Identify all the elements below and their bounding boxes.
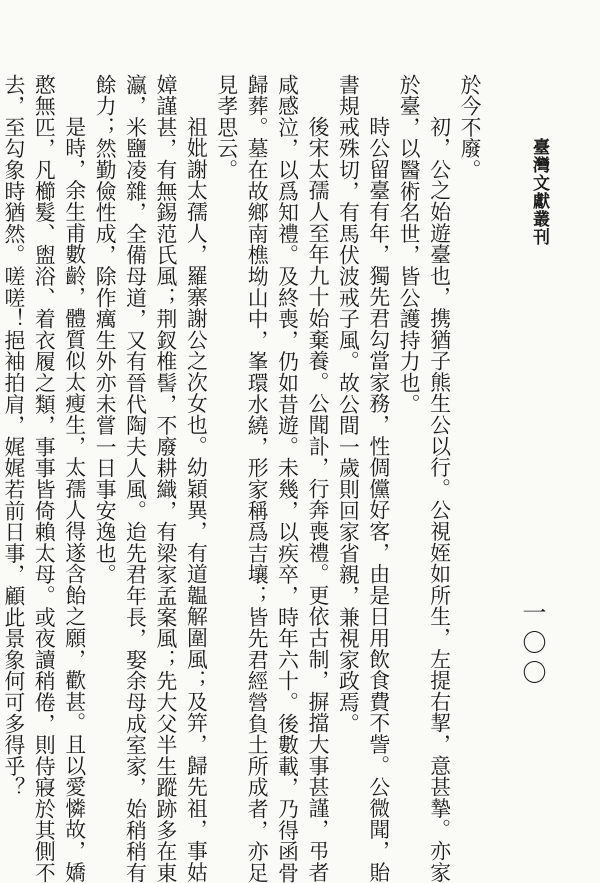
text-column: 咸感泣，以爲知禮。及終喪，仍如昔遊。未幾，以疾卒，時年六十。後數載，乃得函骨 bbox=[274, 74, 299, 883]
body-text bbox=[0, 74, 484, 883]
text-column: 瀛，米鹽凌雜，全備母道，又有晉代陶夫人風。迨先君年長，娶余母成室家，始稍稍有 bbox=[122, 74, 147, 883]
text-column: 祖妣謝太孺人，羅寨謝公之次女也。幼穎異，有道韞解圍風；及笄，歸先祖，事姑 bbox=[183, 115, 208, 883]
text-column: 去，至勾象時猶然。嗟嗟！挹袖拍肩，娓娓若前日事，顧此景象何可多得乎？ bbox=[0, 74, 25, 799]
running-header: 臺灣文獻叢刊 bbox=[529, 138, 549, 246]
text-column: 憨無匹，凡櫛髮、盥浴、着衣履之類，事事皆倚賴太母。或夜讀稍倦，則侍寢於其側不 bbox=[31, 74, 56, 883]
text-column: 嫜謹甚，有無錫范氏風；荆釵椎髻，不廢耕織，有梁家孟案風；先大父半生蹤跡多在東 bbox=[152, 74, 177, 883]
text-column: 時公留臺有年，獨先君勾當家務，性倜儻好客，由是日用飲食費不訾。公微聞，貽 bbox=[365, 115, 390, 883]
text-column: 於今不廢。 bbox=[457, 74, 481, 181]
text-column: 餘力；然勤儉性成，除作癘生外亦未嘗一日事安逸也。 bbox=[92, 74, 117, 586]
page-number: 一〇〇 bbox=[518, 600, 546, 690]
text-column: 見孝思云。 bbox=[213, 74, 238, 181]
text-column: 於臺，以醫術名世，皆公護持力也。 bbox=[396, 74, 421, 415]
text-column: 歸葬。墓在故鄉南樵坳山中，峯環水繞，形家稱爲吉壤；皆先君經營負土所成者，亦足 bbox=[244, 74, 269, 883]
text-column: 後宋太孺人至年九十始棄養。公聞訃，行奔喪禮。更依古制，摒擋大事甚謹，弔者 bbox=[304, 115, 329, 883]
text-column: 初，公之始遊臺也，携猶子熊生公以行。公視姪如所生，左提右挈，意甚摯。亦家 bbox=[426, 115, 451, 883]
text-column: 是時，余生甫數齡，體質似太瘦生，太孺人得遂含飴之願，歡甚。且以愛憐故，嬌 bbox=[61, 115, 86, 883]
text-column: 書規戒殊切，有馬伏波戒子風。故公間一歲則回家省親，兼視家政焉。 bbox=[335, 74, 360, 735]
